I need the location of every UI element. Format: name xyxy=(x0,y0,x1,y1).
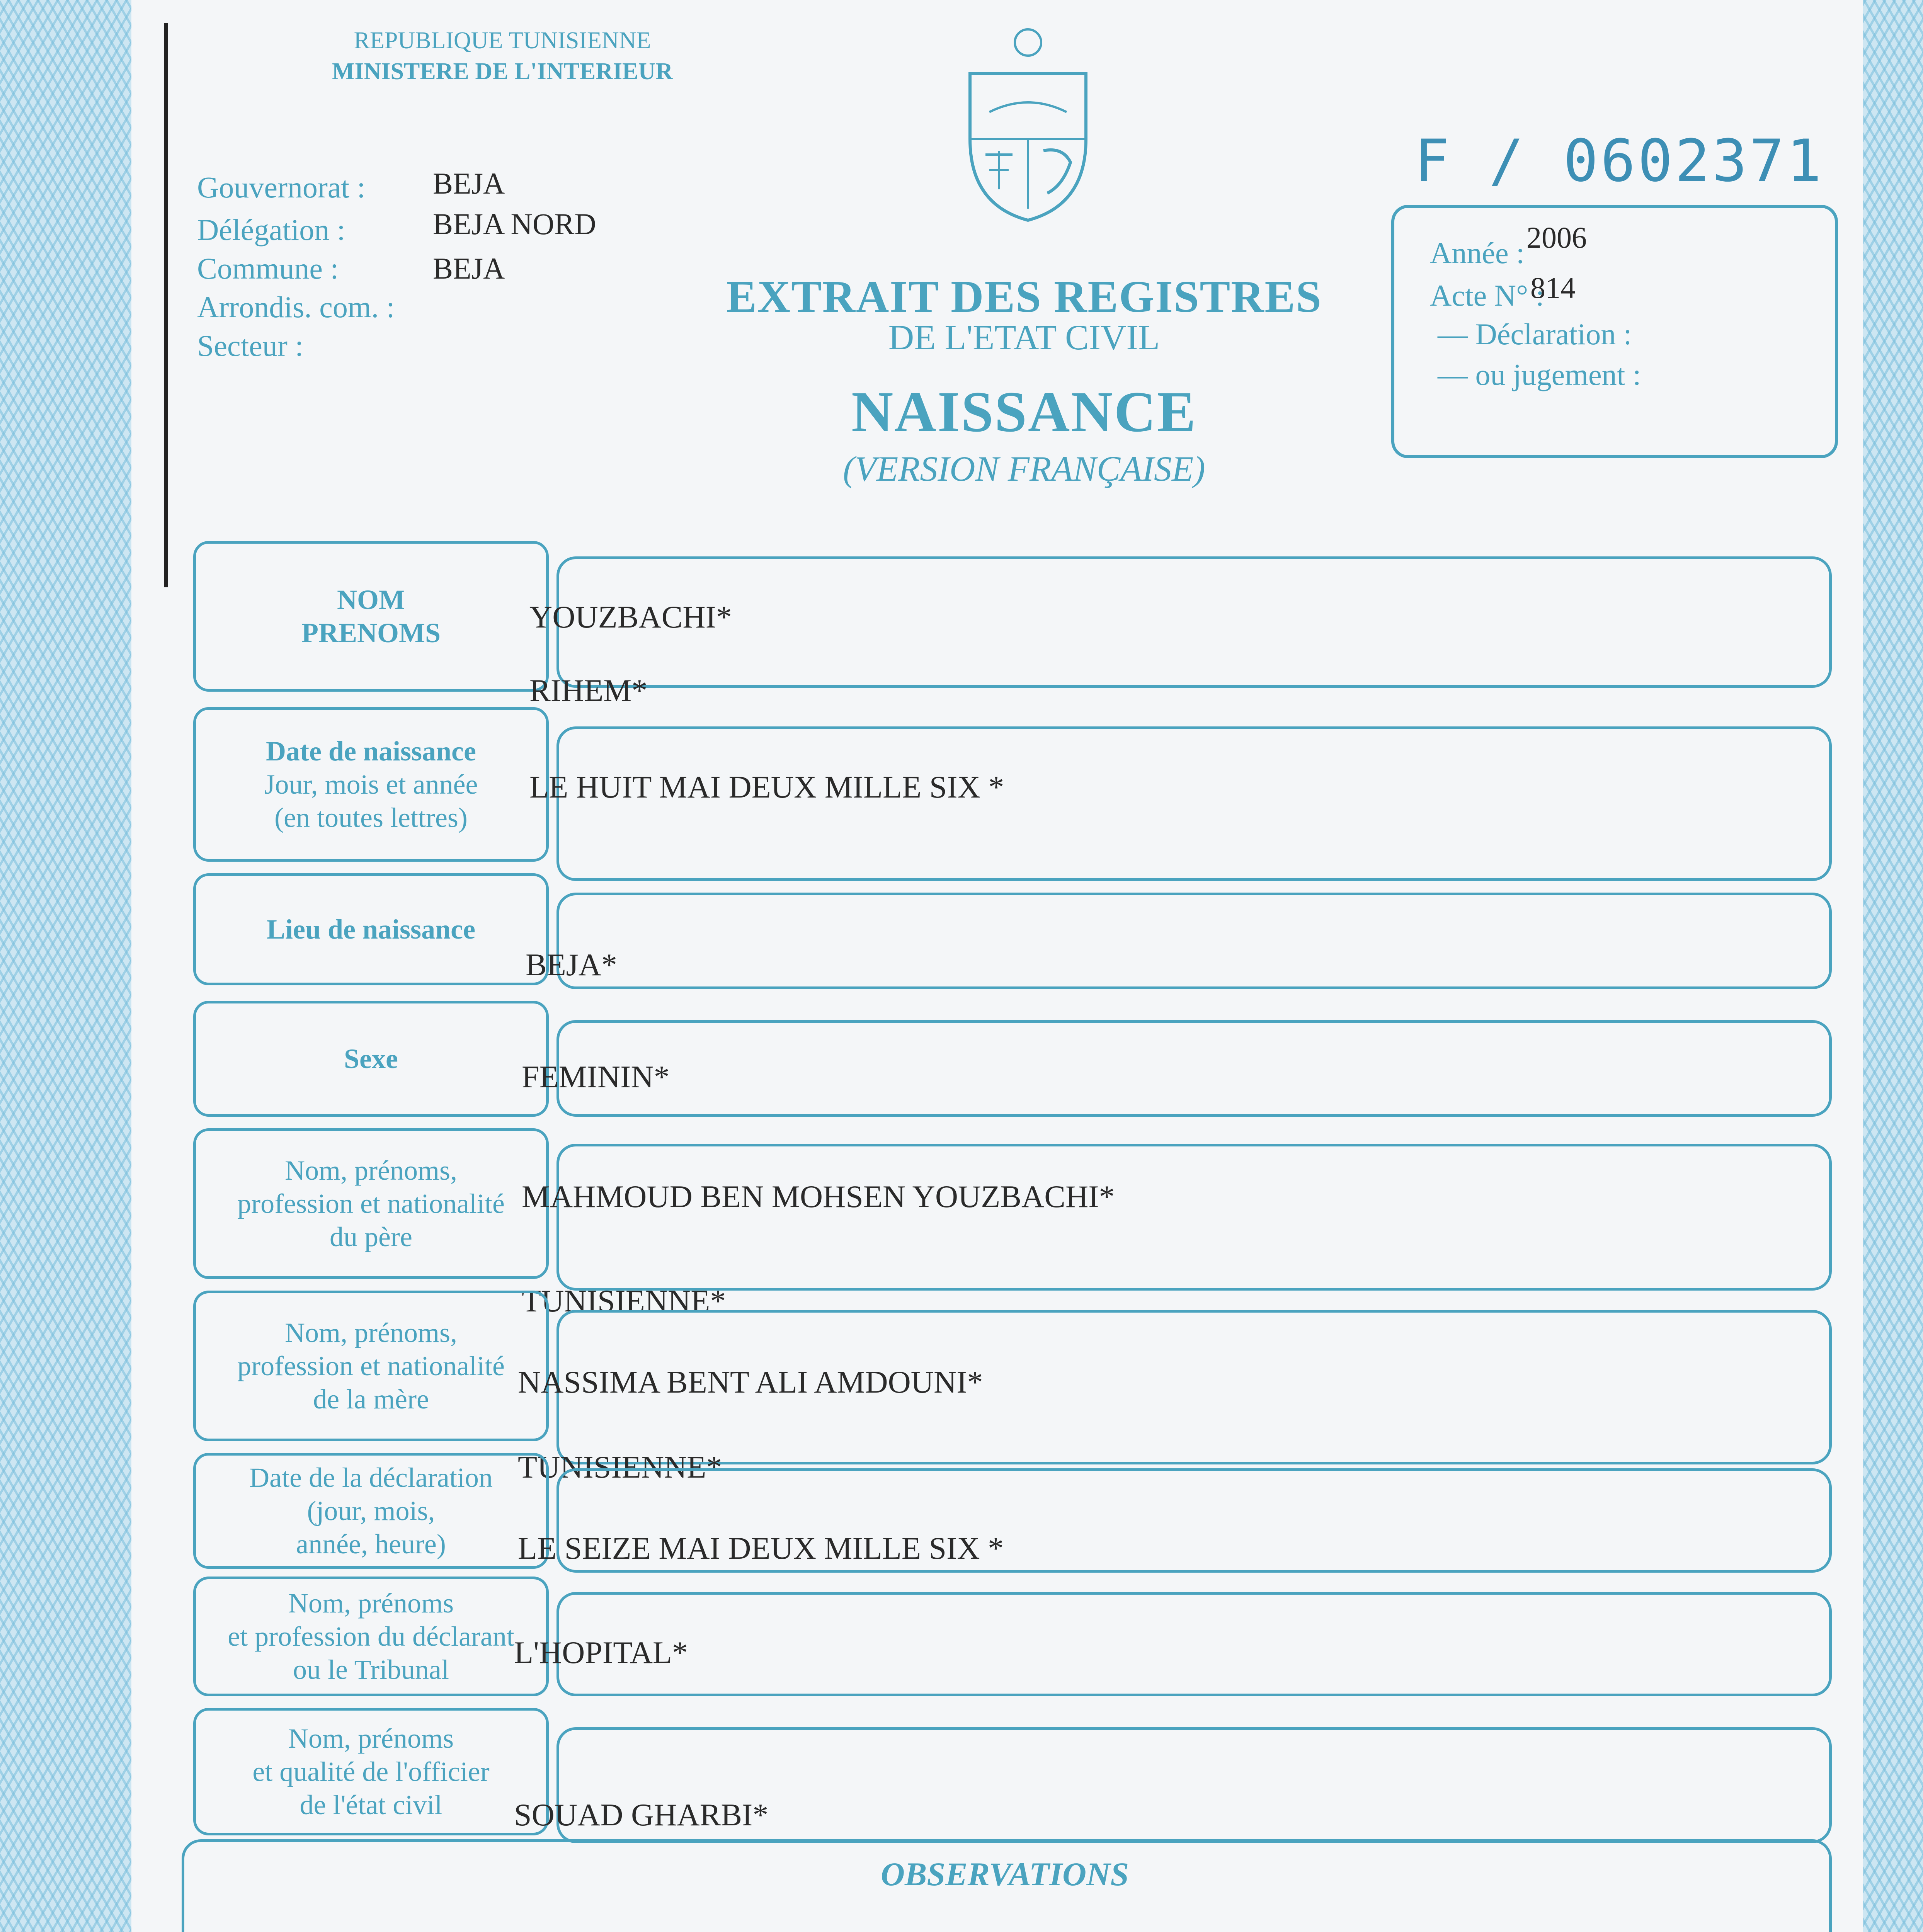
secteur-label: Secteur : xyxy=(197,329,304,362)
pere-label-1: Nom, prénoms, xyxy=(285,1155,457,1186)
acte-label: Acte N° : xyxy=(1430,279,1544,312)
officier-label-2: et qualité de l'officier xyxy=(252,1756,490,1787)
pere-value: MAHMOUD BEN MOHSEN YOUZBACHI* xyxy=(522,1179,1115,1214)
commune-label: Commune : xyxy=(197,252,339,285)
title-extrait: EXTRAIT DES REGISTRES xyxy=(726,271,1322,322)
republic-heading: REPUBLIQUE TUNISIENNE xyxy=(354,27,651,54)
mere-label-1: Nom, prénoms, xyxy=(285,1317,457,1348)
mere-label-2: profession et nationalité xyxy=(237,1350,505,1381)
arrondis-label: Arrondis. com. : xyxy=(197,290,395,324)
left-margin-line xyxy=(164,23,168,587)
jugement-label: — ou jugement : xyxy=(1438,358,1641,391)
date-naissance-label-box xyxy=(193,707,549,862)
date-naissance-sublabel2: (en toutes lettres) xyxy=(274,802,468,833)
pere-label-3: du père xyxy=(330,1221,412,1252)
prenoms-label: PRENOMS xyxy=(301,617,441,648)
delegation-value: BEJA NORD xyxy=(433,207,596,241)
coat-of-arms-icon xyxy=(947,23,1109,224)
sexe-label-box xyxy=(193,1001,549,1117)
observations-title: OBSERVATIONS xyxy=(880,1855,1129,1893)
officier-label-1: Nom, prénoms xyxy=(288,1723,454,1754)
lieu-value-box xyxy=(556,893,1832,989)
prenoms-value: RIHEM* xyxy=(529,673,648,708)
sexe-label: Sexe xyxy=(344,1043,398,1074)
serial-number: F / 0602371 xyxy=(1414,128,1824,195)
nom-label: NOM xyxy=(337,584,405,615)
pere-value-box xyxy=(556,1144,1832,1291)
declaration-row-label-1: Date de la déclaration xyxy=(249,1462,493,1493)
declarant-label-3: ou le Tribunal xyxy=(293,1654,449,1685)
date-naissance-label: Date de naissance xyxy=(266,736,476,767)
mere-label-box xyxy=(193,1291,549,1441)
annee-value: 2006 xyxy=(1526,221,1587,254)
commune-value: BEJA xyxy=(433,252,505,285)
declarant-label-1: Nom, prénoms xyxy=(288,1588,454,1619)
pere-label-box xyxy=(193,1128,549,1279)
declaration-row-label-3: année, heure) xyxy=(296,1529,446,1560)
ministry-heading: MINISTERE DE L'INTERIEUR xyxy=(332,58,673,85)
declaration-value: LE SEIZE MAI DEUX MILLE SIX * xyxy=(518,1531,1004,1566)
lieu-value: BEJA* xyxy=(526,947,617,982)
mere-nationalite: TUNISIENNE* xyxy=(518,1449,722,1485)
title-naissance: NAISSANCE xyxy=(851,380,1197,444)
lieu-label: Lieu de naissance xyxy=(266,914,476,945)
mere-value: NASSIMA BENT ALI AMDOUNI* xyxy=(518,1364,983,1400)
gouvernorat-value: BEJA xyxy=(433,167,505,200)
mere-label-3: de la mère xyxy=(313,1384,429,1415)
declarant-value-box xyxy=(556,1592,1832,1696)
officier-value: SOUAD GHARBI* xyxy=(514,1797,769,1832)
declaration-label-box xyxy=(193,1453,549,1569)
lieu-label-box xyxy=(193,873,549,985)
title-etat-civil: DE L'ETAT CIVIL xyxy=(888,318,1160,357)
date-naissance-sublabel: Jour, mois et année xyxy=(264,769,478,800)
annee-label: Année : xyxy=(1430,236,1525,270)
declaration-label: — Déclaration : xyxy=(1438,317,1632,351)
acte-value: 814 xyxy=(1530,271,1576,304)
declarant-value: L'HOPITAL* xyxy=(514,1635,688,1670)
gouvernorat-label: Gouvernorat : xyxy=(197,170,366,204)
pere-nationalite: TUNISIENNE* xyxy=(522,1283,726,1318)
declarant-label-box xyxy=(193,1577,549,1696)
officier-label-3: de l'état civil xyxy=(300,1789,442,1820)
nom-value-box xyxy=(556,556,1832,688)
sexe-value: FEMININ* xyxy=(522,1059,670,1094)
nom-value: YOUZBACHI* xyxy=(529,599,732,634)
nom-prenoms-label-box xyxy=(193,541,549,692)
declarant-label-2: et profession du déclarant xyxy=(228,1621,514,1652)
pere-label-2: profession et nationalité xyxy=(237,1188,505,1219)
sexe-value-box xyxy=(556,1020,1832,1117)
officier-label-box xyxy=(193,1708,549,1835)
delegation-label: Délégation : xyxy=(197,213,345,247)
declaration-row-label-2: (jour, mois, xyxy=(307,1495,435,1526)
title-version: (VERSION FRANÇAISE) xyxy=(843,449,1205,488)
date-naissance-value: LE HUIT MAI DEUX MILLE SIX * xyxy=(529,769,1004,804)
